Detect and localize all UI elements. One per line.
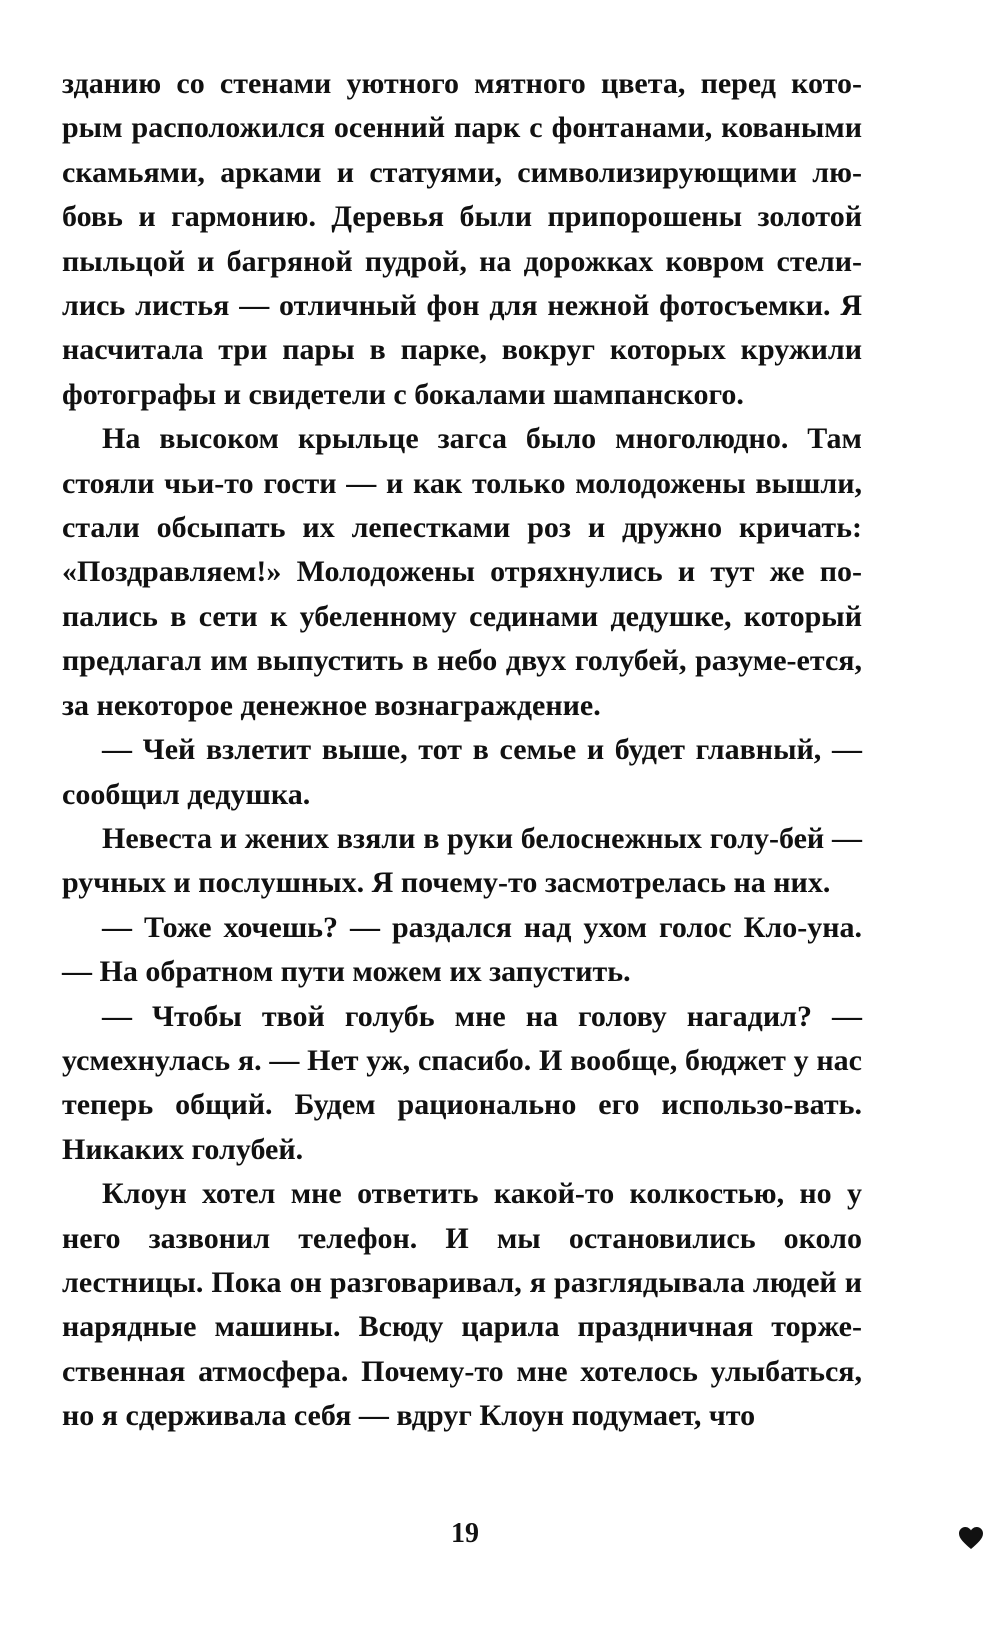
heart-icon — [958, 1526, 984, 1550]
paragraph-4: Невеста и жених взяли в руки белоснежных голу-бей — ручных и послушных. Я почему-то засмотрелась на них. — [62, 821, 862, 900]
paragraph-2: На высоком крыльце загса было многолюдно. Там стояли чьи-то гости — и как только молодожены вышли, стали обсыпать их лепестками роз и дружно кричать: «Поздравляем!» Молодожены отряхнулись и тут же по-пались в сети к убеленному сединами дедушке, который предлагал им выпустить в небо двух голубей, разуме-ется, за некоторое денежное вознаграждение. — [62, 422, 862, 722]
paragraph-5: — Тоже хочешь? — раздался над ухом голос Кло-уна. — На обратном пути можем их запустить. — [62, 910, 862, 989]
paragraph-6: — Чтобы твой голубь мне на голову нагадил? — усмехнулась я. — Нет уж, спасибо. И вообще, бюджет у нас теперь общий. Будем рационально его использо-вать. Никаких голубей. — [62, 999, 862, 1166]
page-number: 19 — [451, 1518, 479, 1549]
paragraph-1: зданию со стенами уютного мятного цвета, перед кото-рым расположился осенний парк с фонтанами, коваными скамьями, арками и статуями, символизирующими лю-бовь и гармонию. Деревья были припорошены золотой пыльцой и багряной пудрой, на дорожках ковром стели-лись листья — отличный фон для нежной фотосъемки. Я насчитала три пары в парке, вокруг которых кружили фотографы и свидетели с бокалами шампанского. — [62, 67, 862, 411]
paragraph-7: Клоун хотел мне ответить какой-то колкостью, но у него зазвонил телефон. И мы остановились около лестницы. Пока он разговаривал, я разглядывала людей и нарядные машины. Всюду царила праздничная торже-ственная атмосфера. Почему-то мне хотелось улыбаться, но я сдерживала себя — вдруг Клоун подумает, что — [62, 1177, 862, 1433]
page-text — [62, 62, 862, 1439]
paragraph-3: — Чей взлетит выше, тот в семье и будет главный, — сообщил дедушка. — [62, 733, 862, 811]
